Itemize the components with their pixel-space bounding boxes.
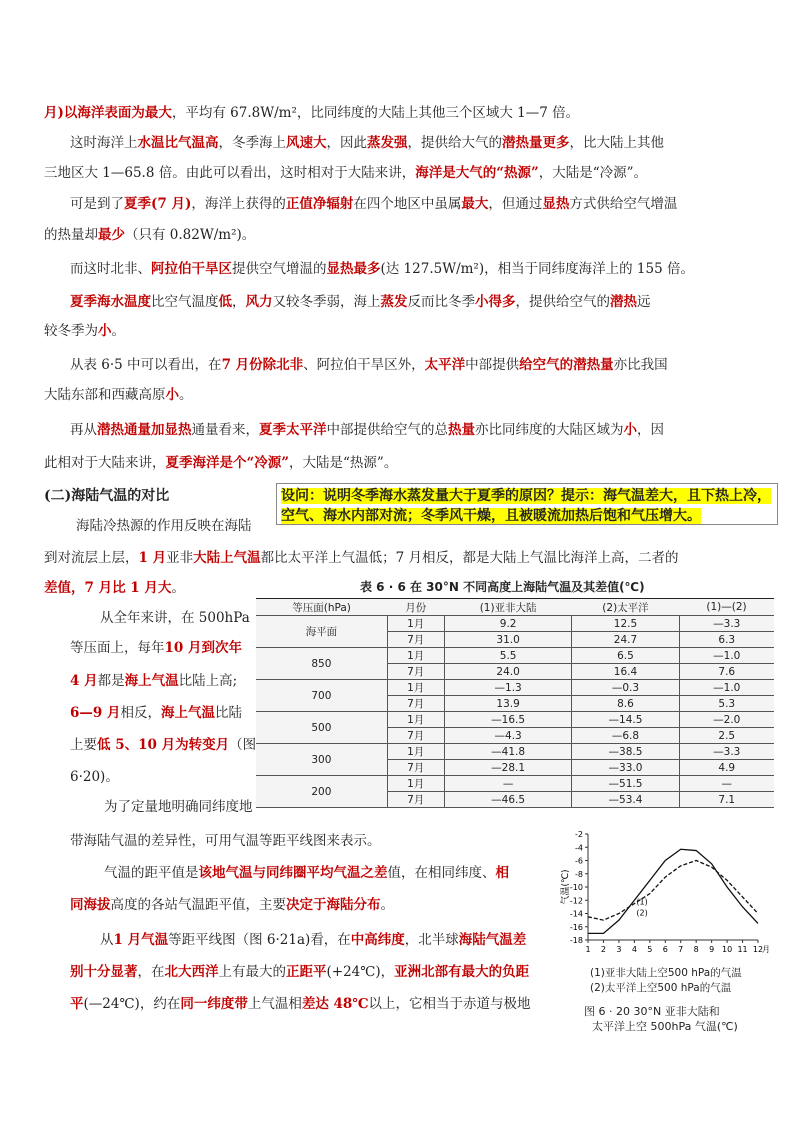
table-cell: 2.5 [679,728,774,744]
text: 小 [623,422,637,438]
series-label: (1) [636,897,648,907]
column-header: (1)亚非大陆 [444,599,572,616]
table-cell: —46.5 [444,792,572,808]
text: 气温的距平值是 [104,865,199,881]
text: 风力 [245,294,273,310]
level-cell: 850 [256,648,387,680]
series-label: (2) [636,908,648,918]
text: 海上气温 [124,673,179,689]
text-line-6 [70,259,694,279]
table-cell: 24.0 [444,664,572,680]
level-cell: 700 [256,680,387,712]
y-tick-label: -4 [575,843,583,853]
text: 从表 6·5 中可以看出，在 [70,357,222,373]
text: 同一纬度带 [180,996,248,1012]
text: 带海陆气温的差异性，可用气温等距平线图来表示。 [70,833,381,849]
text: ，平均有 67.8W/m²，比同纬度的大陆上其他三个区域大 1—7 倍。 [171,105,580,121]
text: 最大 [461,196,489,212]
temperature-line-chart [560,828,780,958]
table-row [256,744,774,760]
text: 此相对于大陆来讲， [44,455,166,471]
text: 的热量却 [44,227,98,243]
text: 比空气温度 [151,294,219,310]
text: 夏季太平洋 [259,422,327,438]
table-cell: 4.9 [679,760,774,776]
table-cell: 7月 [387,728,444,744]
table-cell: —16.5 [444,712,572,728]
figure-caption [584,1004,754,1034]
text: 而这时北非、 [70,261,151,277]
y-tick-label: -12 [569,896,583,906]
y-tick-label: -18 [569,936,583,945]
text: 亚非 [166,550,194,566]
text: 等压面上，每年 [70,640,165,656]
text: 小 [98,323,112,339]
table-cell: —51.5 [572,776,679,792]
text: ，北半球 [404,932,459,948]
column-header: 月份 [387,599,444,616]
text: 1 月气温 [113,932,169,948]
text: 中部提供给空气的总 [326,422,448,438]
column-header: 等压面(hPa) [256,599,387,616]
text: 潜热 [610,294,637,310]
text: 潜热通量加显热 [97,422,192,438]
text: 决定于海陆分布 [286,897,381,913]
table-cell: 5.5 [444,648,572,664]
series-line-2 [588,861,758,921]
table-cell: —4.3 [444,728,572,744]
table-header-row [256,599,774,616]
table-cell: 1月 [387,616,444,632]
text-line-17 [70,638,242,658]
text-line-12 [44,453,397,473]
level-cell: 200 [256,776,387,808]
text-line-4 [70,194,677,214]
text: 显热 [542,196,570,212]
text: (+24℃)， [326,964,395,980]
text: 10 月到次年 [164,640,242,656]
chart-legend [590,966,760,996]
table-cell: 1月 [387,744,444,760]
table-cell: —3.3 [679,616,774,632]
text: 热量 [448,422,475,438]
table-cell: —53.4 [572,792,679,808]
text: 4 月 [70,673,98,689]
text: 又较冬季弱，海上 [272,294,381,310]
text: 同海拔 [70,897,111,913]
y-tick-label: -2 [575,830,583,839]
text: 别十分显著 [70,964,138,980]
temperature-table [256,598,774,808]
text: 、阿拉伯干旱区外， [303,357,425,373]
text: 海陆气温差 [458,932,527,948]
text: 较冬季为 [44,323,98,339]
column-header: (1)—(2) [679,599,774,616]
text: 可是到了 [70,196,124,212]
table-cell: —0.3 [572,680,679,696]
text: 这时海洋上 [70,135,138,151]
table-cell: —3.3 [679,744,774,760]
table-cell: —1.0 [679,680,774,696]
text: 大陆上气温 [193,550,261,566]
text: 中部提供 [465,357,520,373]
y-axis-label: 气温(℃) [561,869,571,905]
x-tick-label: 12 [752,945,764,954]
text: 小得多 [475,294,516,310]
table-cell: —28.1 [444,760,572,776]
text: 反而比冬季 [407,294,475,310]
text: 显热最多 [326,261,381,277]
table-row [256,776,774,792]
table-cell: 5.3 [679,696,774,712]
text: 差达 48℃ [301,996,369,1012]
table-cell: 16.4 [572,664,679,680]
question-callout [276,483,778,525]
text: 。 [111,323,125,339]
x-tick-label: 1 [585,945,591,954]
text: 低 [218,294,232,310]
text: 6·20)。 [70,769,119,785]
text-line-3 [44,163,647,183]
table-cell: — [444,776,572,792]
table-cell: 7月 [387,696,444,712]
table-cell: 6.5 [572,648,679,664]
table-cell: 24.7 [572,632,679,648]
y-tick-label: -14 [569,909,583,919]
table-cell: — [679,776,774,792]
text: （图 [229,737,257,753]
text: 水温比气温高 [137,135,219,151]
table-cell: 6.3 [679,632,774,648]
x-tick-label: 2 [600,945,607,954]
table-cell: —41.8 [444,744,572,760]
text-line-11 [70,420,664,440]
text-line-14 [44,548,678,568]
text: 月)以海洋表面为最大 [44,105,172,121]
text: 都比太平洋上气温低；7 月相反，都是大陆上气温比海洋上高，二者的 [260,550,679,566]
text: 方式供给空气增温 [569,196,678,212]
text: 1 月 [138,550,167,566]
table-row [256,712,774,728]
text-line-21 [70,767,119,787]
text: 高度的各站气温距平值，主要 [110,897,286,913]
text: 比陆上高; [178,673,238,689]
text: 为了定量地明确同纬度地 [104,799,253,815]
text: 大陆东部和西藏高原 [44,387,166,403]
column-header: (2)太平洋 [572,599,679,616]
table-cell: 7月 [387,664,444,680]
table-cell: 7.6 [679,664,774,680]
text: ，提供给大气的 [407,135,502,151]
section-heading: (二)海陆气温的对比 [44,488,170,504]
text: 海洋是大气的“热源” [415,165,539,181]
text-line-23 [70,831,381,851]
text: 正值净辐射 [285,196,354,212]
y-tick-label: -8 [575,869,583,879]
legend-entry: (1)亚非大陆上空500 hPa的气温 [590,967,742,979]
text: 上要 [70,737,97,753]
text-line-10 [44,385,193,405]
y-tick-label: -6 [575,856,583,866]
text: 上有最大的 [218,964,286,980]
text: 通量看来， [191,422,259,438]
table-cell: 1月 [387,776,444,792]
text: 夏季(7 月) [124,196,192,212]
table-row [256,648,774,664]
text: 蒸发 [380,294,408,310]
text: 海上气温 [161,705,215,721]
table-cell: 1月 [387,648,444,664]
text: 从 [100,932,114,948]
text-line-18 [70,671,237,691]
caption-line: 图 6 · 20 30°N 亚非大陆和 [584,1005,720,1018]
text-line-9 [70,355,668,375]
text-line-8 [44,321,125,341]
text: ，在 [137,964,165,980]
text: 中高纬度 [350,932,405,948]
text: 夏季海水温度 [70,294,151,310]
text: 7 月份除北非 [221,357,304,373]
text-line-19 [70,703,242,723]
text: 提供空气增温的 [232,261,327,277]
text: 三地区大 1—65.8 倍。由此可以看出，这时相对于大陆来讲， [44,165,416,181]
x-tick-label: 6 [662,945,668,954]
text: 6—9 月 [70,705,121,721]
text: ，因 [637,422,664,438]
x-tick-label: 4 [631,945,637,954]
level-cell: 500 [256,712,387,744]
text-line-16 [100,608,250,628]
text: 相 [495,865,509,881]
table-title: 表 6 · 6 在 30°N 不同高度上海陆气温及其差值(℃) [360,580,645,594]
text-line-20 [70,735,256,755]
text: (—24℃)，约在 [83,996,181,1012]
text: 比陆 [215,705,242,721]
text-line-25 [70,895,394,915]
text-line-13 [76,516,276,536]
table-cell: —1.0 [679,648,774,664]
level-cell: 海平面 [256,616,387,648]
text: 上气温相 [247,996,302,1012]
y-tick-label: -10 [569,883,583,892]
text-line-22 [104,797,253,817]
text-line-2 [70,133,664,153]
text: 北大西洋 [164,964,219,980]
text: 给空气的潜热量 [519,357,614,373]
text: 亦比我国 [613,357,668,373]
x-tick-label: 8 [693,945,699,954]
text: 值，在相同纬度、 [387,865,496,881]
text-line-26 [100,930,526,950]
text-line-28 [70,994,531,1014]
table-row [256,680,774,696]
text: 太平洋 [424,357,466,373]
table-cell: —38.5 [572,744,679,760]
text: 。 [179,387,193,403]
table-cell: 12.5 [572,616,679,632]
table-cell: 9.2 [444,616,572,632]
table-cell: 7月 [387,632,444,648]
text: ，海洋上获得的 [191,196,286,212]
text: （只有 0.82W/m²)。 [125,227,256,243]
text: 海陆冷热源的作用反映在海陆 [76,518,252,534]
text: 风速大 [286,135,327,151]
text: 该地气温与同纬圈平均气温之差 [198,865,388,881]
table-cell: 8.6 [572,696,679,712]
table-cell: —14.5 [572,712,679,728]
text: 在四个地区中虽属 [353,196,462,212]
level-cell: 300 [256,744,387,776]
text: 等距平线图（图 6·21a)看，在 [168,932,351,948]
x-tick-label: 7 [678,945,684,954]
text: ，大陆是“热源”。 [289,455,398,471]
table-cell: —1.3 [444,680,572,696]
table-cell: —6.8 [572,728,679,744]
table-cell: 7月 [387,792,444,808]
table-row [256,616,774,632]
text: 正距平 [286,964,327,980]
text: 最少 [98,227,125,243]
text: 。 [380,897,394,913]
table-cell: 1月 [387,712,444,728]
text-line-24 [104,863,509,883]
text: ， [232,294,246,310]
text: 远 [637,294,651,310]
text: 平 [70,996,84,1012]
text: 相反， [120,705,161,721]
text-line-27 [70,962,529,982]
text: 亚洲北部有最大的负距 [394,964,530,980]
text: 再从 [70,422,97,438]
text: ，提供给空气的 [515,294,610,310]
text: 都是 [97,673,125,689]
text: 差值，7 月比 1 月大 [44,580,172,596]
table-cell: 7月 [387,760,444,776]
table-cell: —2.0 [679,712,774,728]
series-line-1 [588,849,758,933]
callout-text: 设问：说明冬季海水蒸发量大于夏季的原因？提示：海气温差大，且下热上冷，空气、海水内部对流；冬季风干燥，且被暖流加热后饱和气压增大。 [281,488,771,524]
text: (达 127.5W/m²)，相当于同纬度海洋上的 155 倍。 [380,261,694,277]
text: 潜热量更多 [502,135,570,151]
text: ，大陆是“冷源”。 [538,165,648,181]
text: 到对流层上层， [44,550,139,566]
table-cell: 13.9 [444,696,572,712]
text: 低 5、10 月为转变月 [97,737,230,753]
text: 夏季海洋是个“冷源” [165,455,290,471]
text: 。 [171,580,185,596]
x-unit-label: 月 [762,945,770,954]
table-cell: —33.0 [572,760,679,776]
table-cell: 31.0 [444,632,572,648]
text: ，因此 [326,135,367,151]
text: ，冬季海上 [218,135,286,151]
x-tick-label: 3 [616,945,622,954]
table-cell: 1月 [387,680,444,696]
text: 从全年来讲，在 500hPa [100,610,250,626]
text-line-5 [44,225,255,245]
text-line-7 [70,292,651,312]
y-tick-label: -16 [569,922,583,932]
x-tick-label: 11 [737,945,748,954]
text: 蒸发强 [367,135,408,151]
text-line-15 [44,578,185,598]
text: 小 [165,387,179,403]
caption-line: 太平洋上空 500hPa 气温(℃) [592,1020,738,1033]
text: ，但通过 [488,196,543,212]
x-tick-label: 5 [647,945,653,954]
x-tick-label: 9 [709,945,715,954]
text: 以上，它相当于赤道与极地 [368,996,531,1012]
table-cell: 7.1 [679,792,774,808]
x-tick-label: 10 [721,945,733,954]
legend-entry: (2)太平洋上空500 hPa的气温 [590,982,732,994]
text-line-1 [44,103,579,123]
text: 亦比同纬度的大陆区域为 [475,422,624,438]
text: 阿拉伯干旱区 [151,261,232,277]
text: ，比大陆上其他 [569,135,664,151]
